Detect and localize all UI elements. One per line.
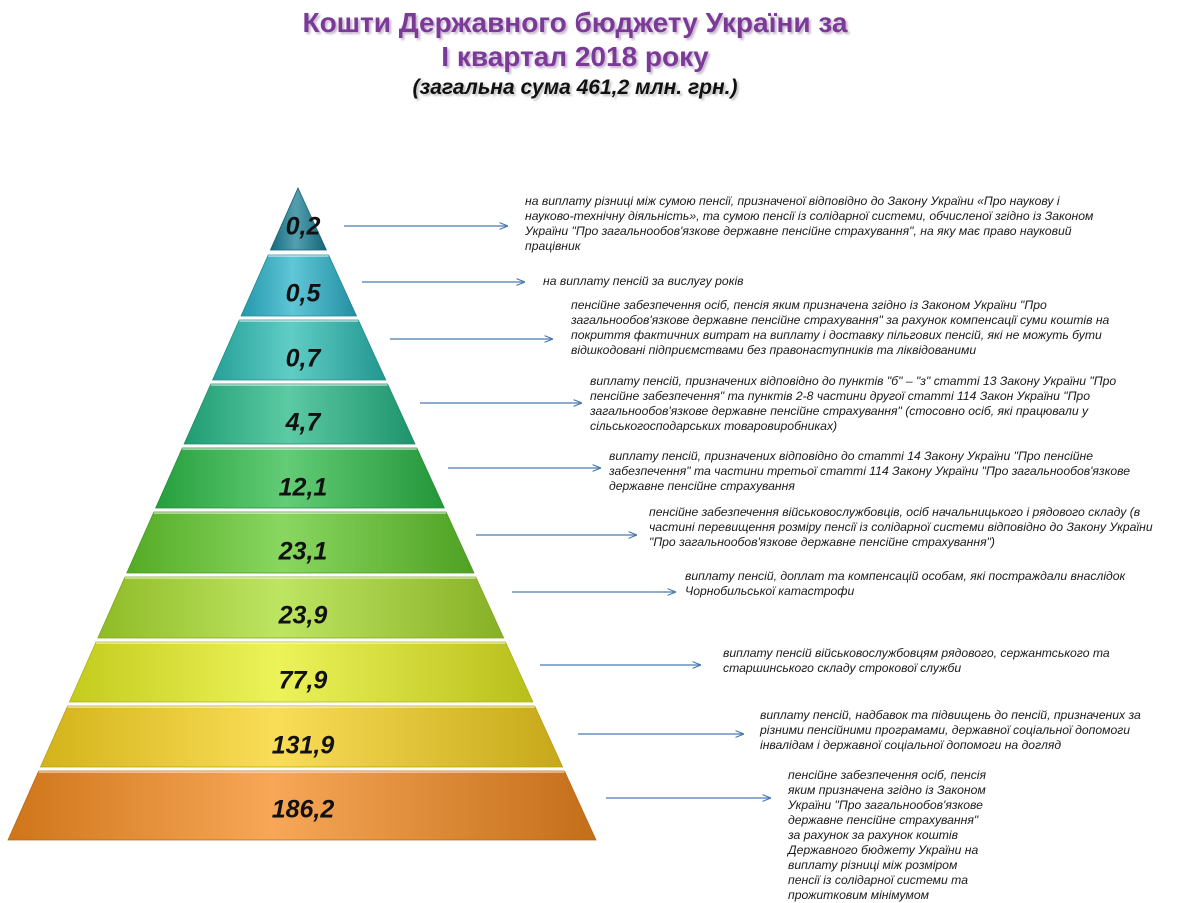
tier-description: виплату пенсій, призначених відповідно до пунктів "б" – "з" статті 13 Закону України "Про пенсійне забезпечення" та пунктів 2-8 частини другої статті 114 Закон України "Про загальнообов'язкове державне пенсійне страхування" (стосовно осіб, які працювали у сільськогосподарських товаровиробниках) (590, 374, 1117, 433)
subtitle: (загальна сума 461,2 млн. грн.) (412, 76, 738, 99)
tier-value: 23,1 (278, 537, 328, 566)
tier-description: на виплату різниці між сумою пенсії, призначеної відповідно до Закону України «Про наукову і науково-технічну діяльність», та сумою пенсії із солідарної системи, обчисленої згідно із Законом України "Про загальнообов'язкове державне пенсійне страхування", на яку має право науковий працівник (525, 194, 1094, 253)
tier-description: виплату пенсій військовослужбовцям рядового, сержантського та старшинського складу строкової служби (723, 646, 1110, 675)
tier-value: 23,9 (278, 601, 328, 630)
tier-description: виплату пенсій, призначених відповідно до статті 14 Закону України "Про пенсійне забезпечення" та частини третьої статті 114 Закону України "Про загальнообов'язкове державне пенсійне страхування (609, 449, 1131, 493)
tier-value: 186,2 (271, 795, 335, 824)
tier-value: 12,1 (278, 473, 328, 502)
tier-description: на виплату пенсій за вислугу років (543, 274, 744, 288)
tier-description: пенсійне забезпечення осіб, пенсія яким призначена згідно із Законом України "Про загальнообов'язкове державне пенсійне страхування" за рахунок компенсації суми коштів на покриття фактичних витрат на виплату і доставку пільгових пенсій, які не можуть бути відшкодовані підприємствами без правонаступників та ліквідованими (571, 298, 1110, 357)
title-line-2: І квартал 2018 року (441, 41, 709, 72)
tier-description: виплату пенсій, доплат та компенсацій особам, які постраждали внаслідок Чорнобильської катастрофи (685, 569, 1126, 598)
tier-value: 4,7 (285, 408, 321, 437)
tier-value: 0,2 (285, 212, 321, 241)
tier-description: виплату пенсій, надбавок та підвищень до пенсій, призначених за різними пенсійними програмами, державної соціальної допомоги інвалідам і державної соціальної допомоги на догляд (760, 708, 1141, 752)
tier-value: 77,9 (278, 666, 328, 695)
tier-value: 0,7 (285, 344, 321, 373)
tier-value: 131,9 (271, 731, 335, 760)
title-line-1: Кошти Державного бюджету України за (302, 7, 848, 38)
tier-description: пенсійне забезпечення осіб, пенсія яким призначена згідно із Законом України "Про загальнообов'язкове державне пенсійне страхування" за рахунок за рахунок коштів Державного бюджету України на виплату різниці між розміром пенсії із солідарної системи та прожитковим мінімумом (788, 768, 987, 902)
tier-description: пенсійне забезпечення військовослужбовців, осіб начальницького і рядового складу (в частині перевищення розміру пенсії із солідарної системи відповідно до Закону України "Про загальнообов'язкове державне пенсійне страхування") (649, 505, 1153, 549)
tier-value: 0,5 (285, 279, 321, 308)
